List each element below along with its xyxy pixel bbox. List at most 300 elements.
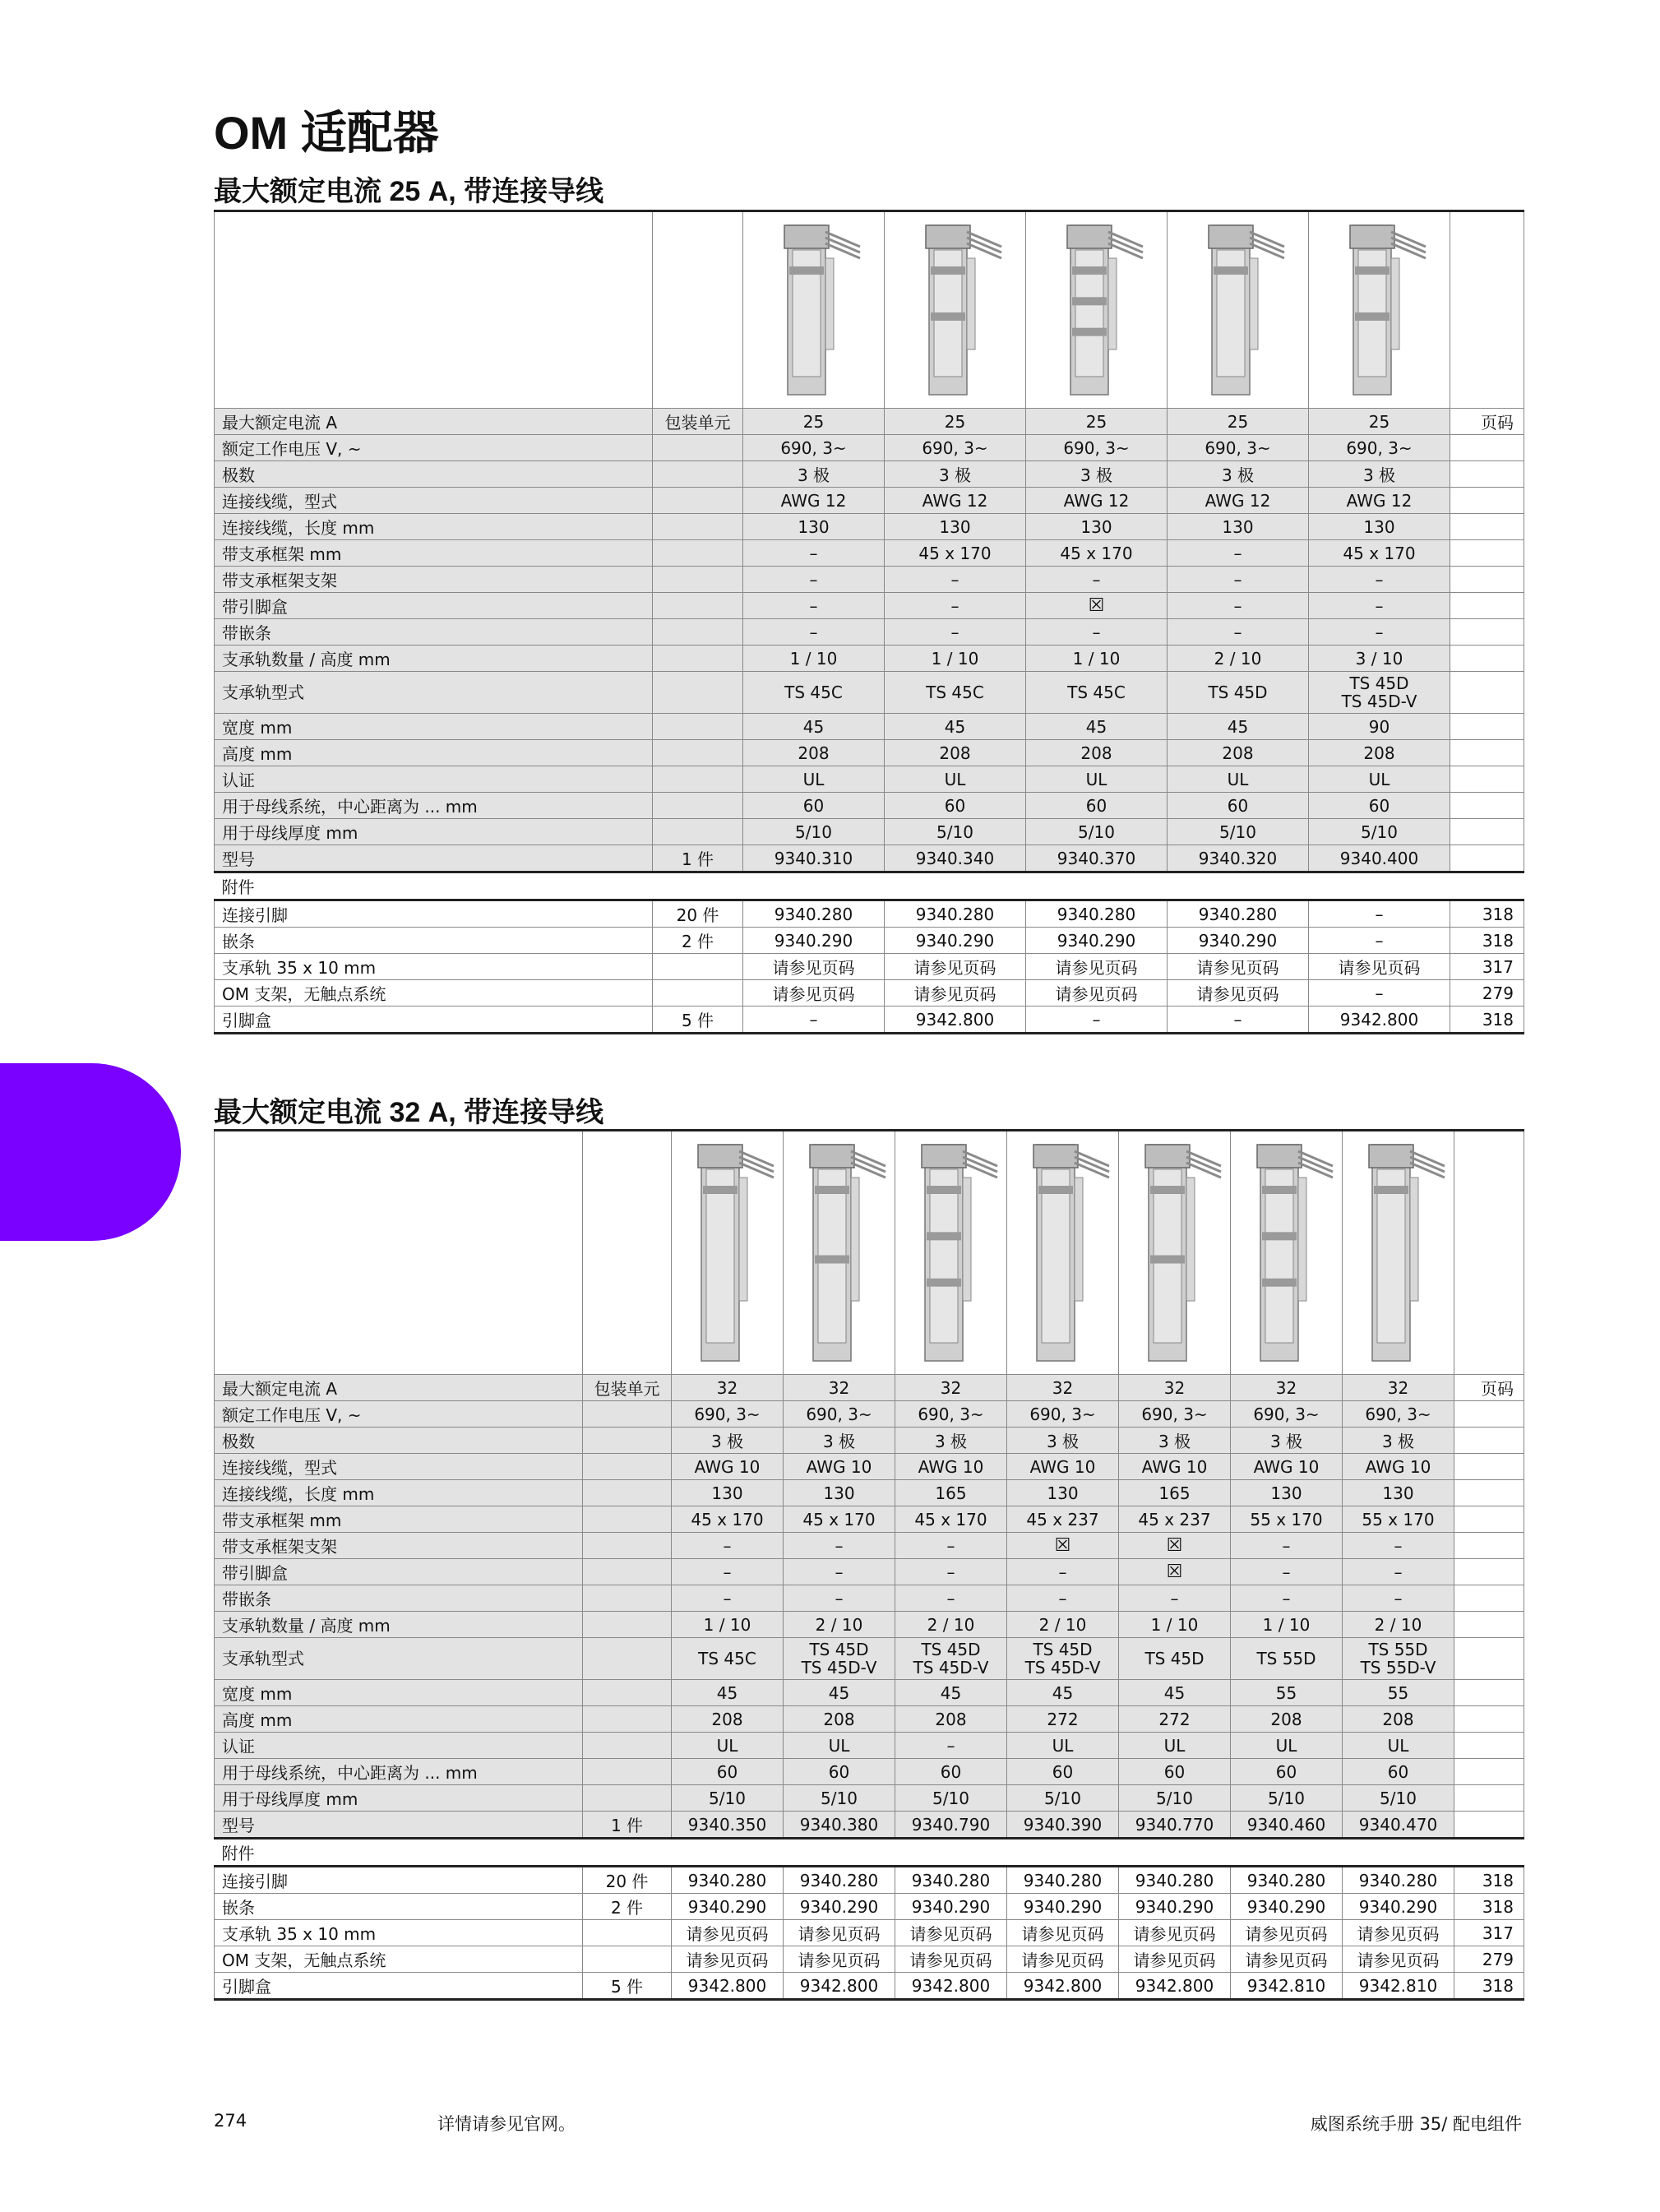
- spec-value: 45: [1007, 1680, 1119, 1706]
- spec-value: 25: [885, 409, 1026, 435]
- accessory-value: 9340.280: [1026, 900, 1168, 928]
- spec-value: 9340.470: [1343, 1812, 1454, 1839]
- spec-value: 45: [672, 1680, 784, 1706]
- pack-unit: [583, 1946, 672, 1973]
- pack-unit: [653, 740, 743, 766]
- spec-value: 690, 3~: [1168, 435, 1309, 461]
- spec-value: 3 极: [895, 1428, 1007, 1454]
- page-ref: [1454, 1428, 1524, 1454]
- spec-value: 9340.460: [1231, 1812, 1343, 1839]
- spec-label: 型号: [215, 845, 653, 872]
- spec-label: 最大额定电流 A: [215, 409, 653, 435]
- spec-value: 690, 3~: [1343, 1401, 1454, 1428]
- accessory-value: 请参见页码: [1119, 1920, 1231, 1946]
- spec-value: UL: [1119, 1733, 1231, 1759]
- page-ref: [1454, 1612, 1524, 1638]
- spec-value: UL: [885, 766, 1026, 793]
- spec-value: 32: [1119, 1375, 1231, 1401]
- spec-row: [215, 514, 1524, 540]
- spec-value: 45: [1026, 714, 1168, 740]
- accessory-label: 支承轨 35 x 10 mm: [215, 954, 653, 980]
- spec-value: –: [1231, 1559, 1343, 1585]
- accessory-value: 请参见页码: [1309, 954, 1450, 980]
- accessory-value: 9342.800: [672, 1973, 784, 2000]
- spec-value: 208: [1026, 740, 1168, 766]
- page-ref: [1450, 740, 1524, 766]
- spec-value: 25: [1168, 409, 1309, 435]
- accessory-value: 9340.290: [1026, 928, 1168, 954]
- spec-value: TS 45D: [1168, 672, 1309, 714]
- spec-value: 32: [1007, 1375, 1119, 1401]
- page-ref: [1454, 1706, 1524, 1733]
- spec-value: UL: [1026, 766, 1168, 793]
- product-image-cell: [1026, 211, 1168, 409]
- spec-value: 90: [1309, 714, 1450, 740]
- spec-value: 5/10: [1007, 1785, 1119, 1812]
- accessory-value: 9342.800: [895, 1973, 1007, 2000]
- spec-value: –: [1026, 567, 1168, 593]
- accessory-row: [215, 1920, 1524, 1946]
- pack-unit: [583, 1680, 672, 1706]
- spec-label: 额定工作电压 V, ~: [215, 1401, 583, 1428]
- spec-label: 带引脚盒: [215, 593, 653, 619]
- page-ref: [1450, 593, 1524, 619]
- page-ref: [1450, 435, 1524, 461]
- spec-value: 45: [895, 1680, 1007, 1706]
- page-ref: 317: [1454, 1920, 1524, 1946]
- spec-value: 32: [1231, 1375, 1343, 1401]
- accessory-row: [215, 1946, 1524, 1973]
- page-ref: [1454, 1638, 1524, 1680]
- pack-unit: [583, 1559, 672, 1585]
- section2-subtitle: 最大额定电流 32 A, 带连接导线: [214, 1097, 604, 1128]
- checked-box-icon: ☒: [1026, 593, 1168, 619]
- accessory-value: –: [1309, 980, 1450, 1007]
- spec-value: AWG 12: [743, 488, 885, 514]
- om-adapter-product-icon: [1126, 1138, 1224, 1367]
- page-ref: 279: [1450, 980, 1524, 1007]
- accessory-value: 请参见页码: [895, 1920, 1007, 1946]
- spec-value: 60: [1007, 1759, 1119, 1785]
- spec-value: AWG 12: [1309, 488, 1450, 514]
- spec-label: 用于母线系统，中心距离为 ... mm: [215, 1759, 583, 1785]
- spec-row: [215, 1428, 1524, 1454]
- spec-label: 额定工作电压 V, ~: [215, 435, 653, 461]
- spec-label: 支承轨数量 / 高度 mm: [215, 1612, 583, 1638]
- accessory-value: 9342.800: [784, 1973, 895, 2000]
- accessory-value: –: [1309, 900, 1450, 928]
- accessory-value: 9340.290: [1231, 1894, 1343, 1920]
- spec-value: 130: [1007, 1480, 1119, 1506]
- pack-unit: [653, 435, 743, 461]
- accessory-value: 请参见页码: [1119, 1946, 1231, 1973]
- pack-unit: [653, 540, 743, 567]
- spec-label: 连接线缆，型式: [215, 488, 653, 514]
- spec-row: [215, 1559, 1524, 1585]
- accessory-value: 9340.280: [895, 1867, 1007, 1894]
- pack-unit: [653, 766, 743, 793]
- page-ref: [1450, 766, 1524, 793]
- spec-value: 45 x 237: [1007, 1506, 1119, 1533]
- om-adapter-product-icon: [1189, 219, 1288, 401]
- pack-unit: [653, 619, 743, 646]
- spec-row: [215, 793, 1524, 819]
- spec-value: 9340.350: [672, 1812, 784, 1839]
- spec-value: TS 45D TS 45D-V: [784, 1638, 895, 1680]
- page-ref: 279: [1454, 1946, 1524, 1973]
- pack-unit: [653, 954, 743, 980]
- spec-value: –: [743, 567, 885, 593]
- spec-row: [215, 845, 1524, 872]
- pack-unit: [583, 1480, 672, 1506]
- spec-row: [215, 1733, 1524, 1759]
- spec-value: 5/10: [1168, 819, 1309, 845]
- product-image-cell: [1231, 1131, 1343, 1375]
- pack-unit: [653, 672, 743, 714]
- spec-row: [215, 1812, 1524, 1839]
- spec-row: [215, 740, 1524, 766]
- page-ref: [1450, 819, 1524, 845]
- spec-value: –: [895, 1585, 1007, 1612]
- spec-value: AWG 12: [885, 488, 1026, 514]
- spec-value: –: [1119, 1585, 1231, 1612]
- accessory-value: 请参见页码: [1007, 1920, 1119, 1946]
- spec-value: 55 x 170: [1343, 1506, 1454, 1533]
- spec-row: [215, 540, 1524, 567]
- spec-value: 3 极: [1026, 461, 1168, 488]
- spec-row: [215, 672, 1524, 714]
- page-ref: [1454, 1401, 1524, 1428]
- page-ref: [1450, 514, 1524, 540]
- spec-value: 60: [1119, 1759, 1231, 1785]
- spec-value: –: [743, 593, 885, 619]
- spec-label: 带引脚盒: [215, 1559, 583, 1585]
- pack-unit: [653, 714, 743, 740]
- accessory-value: 9342.800: [885, 1007, 1026, 1034]
- page-ref: [1454, 1533, 1524, 1559]
- spec-value: 45 x 170: [1026, 540, 1168, 567]
- spec-value: 55: [1231, 1680, 1343, 1706]
- spec-value: 32: [672, 1375, 784, 1401]
- spec-value: 2 / 10: [784, 1612, 895, 1638]
- accessory-value: 9340.280: [1119, 1867, 1231, 1894]
- page-ref: [1454, 1785, 1524, 1812]
- spec-value: 3 / 10: [1309, 646, 1450, 672]
- pack-unit: [653, 980, 743, 1007]
- spec-value: 32: [784, 1375, 895, 1401]
- pack-unit: [583, 1920, 672, 1946]
- product-image-cell: [784, 1131, 895, 1375]
- om-adapter-product-icon: [1014, 1138, 1112, 1367]
- spec-value: 3 极: [885, 461, 1026, 488]
- spec-value: 1 / 10: [1231, 1612, 1343, 1638]
- spec-value: 208: [1168, 740, 1309, 766]
- spec-value: TS 45C: [672, 1638, 784, 1680]
- spec-value: –: [743, 619, 885, 646]
- spec-row: [215, 646, 1524, 672]
- spec-value: UL: [1231, 1733, 1343, 1759]
- spec-value: 5/10: [1119, 1785, 1231, 1812]
- spec-value: 45 x 170: [885, 540, 1026, 567]
- pack-unit: 包装单元: [583, 1375, 672, 1401]
- spec-value: 690, 3~: [672, 1401, 784, 1428]
- pack-unit: [583, 1506, 672, 1533]
- pack-unit: 1 件: [583, 1812, 672, 1839]
- accessory-value: 9342.810: [1231, 1973, 1343, 2000]
- accessories-header-row: [215, 872, 1524, 900]
- accessory-value: 9340.280: [743, 900, 885, 928]
- accessory-value: 请参见页码: [1007, 1946, 1119, 1973]
- spec-value: 5/10: [885, 819, 1026, 845]
- spec-value: 165: [1119, 1480, 1231, 1506]
- spec-value: 130: [1026, 514, 1168, 540]
- spec-value: –: [1168, 540, 1309, 567]
- page-title: OM 适配器: [214, 107, 439, 159]
- accessory-value: 请参见页码: [784, 1920, 895, 1946]
- accessory-value: 9340.280: [885, 900, 1026, 928]
- image-row-label: [215, 211, 653, 409]
- spec-label: 高度 mm: [215, 740, 653, 766]
- spec-value: 208: [784, 1706, 895, 1733]
- spec-row: [215, 461, 1524, 488]
- spec-label: 带支承框架支架: [215, 1533, 583, 1559]
- product-image-cell: [1119, 1131, 1231, 1375]
- spec-value: AWG 12: [1168, 488, 1309, 514]
- pack-unit: [583, 1612, 672, 1638]
- spec-row: [215, 567, 1524, 593]
- page-ref: [1450, 714, 1524, 740]
- spec-value: 5/10: [672, 1785, 784, 1812]
- spec-value: 690, 3~: [1231, 1401, 1343, 1428]
- spec-value: 130: [1231, 1480, 1343, 1506]
- pack-unit: [583, 1785, 672, 1812]
- pack-unit: 20 件: [653, 900, 743, 928]
- spec-value: 208: [1231, 1706, 1343, 1733]
- spec-label: 用于母线系统，中心距离为 ... mm: [215, 793, 653, 819]
- product-image-cell: [1309, 211, 1450, 409]
- accessory-value: 9340.290: [885, 928, 1026, 954]
- spec-row: [215, 1612, 1524, 1638]
- accessory-value: 9340.280: [1007, 1867, 1119, 1894]
- spec-value: 1 / 10: [743, 646, 885, 672]
- spec-value: 55 x 170: [1231, 1506, 1343, 1533]
- spec-value: –: [784, 1585, 895, 1612]
- accessory-row: [215, 1007, 1524, 1034]
- spec-value: 3 极: [1119, 1428, 1231, 1454]
- spec-value: 3 极: [1168, 461, 1309, 488]
- spec-row: [215, 435, 1524, 461]
- spec-value: 32: [895, 1375, 1007, 1401]
- spec-value: 690, 3~: [1309, 435, 1450, 461]
- spec-value: –: [885, 593, 1026, 619]
- accessory-value: 请参见页码: [784, 1946, 895, 1973]
- spec-value: 60: [1231, 1759, 1343, 1785]
- spec-value: 1 / 10: [1026, 646, 1168, 672]
- spec-value: UL: [1309, 766, 1450, 793]
- spec-value: 45: [1168, 714, 1309, 740]
- checked-box-icon: ☒: [1119, 1559, 1231, 1585]
- accessory-value: 9340.290: [784, 1894, 895, 1920]
- accessory-value: 请参见页码: [672, 1920, 784, 1946]
- spec-value: TS 45C: [1026, 672, 1168, 714]
- spec-value: 690, 3~: [895, 1401, 1007, 1428]
- spec-value: –: [1026, 619, 1168, 646]
- spec-value: 690, 3~: [743, 435, 885, 461]
- accessory-value: 9342.800: [1007, 1973, 1119, 2000]
- spec-value: AWG 10: [895, 1454, 1007, 1480]
- page-ref: 页码: [1454, 1375, 1524, 1401]
- spec-label: 用于母线厚度 mm: [215, 1785, 583, 1812]
- pack-unit: 包装单元: [653, 409, 743, 435]
- spec-value: –: [1007, 1559, 1119, 1585]
- accessory-value: 请参见页码: [743, 980, 885, 1007]
- accessory-value: 请参见页码: [1168, 980, 1309, 1007]
- spec-value: –: [885, 567, 1026, 593]
- accessory-label: 支承轨 35 x 10 mm: [215, 1920, 583, 1946]
- checked-box-icon: ☒: [1119, 1533, 1231, 1559]
- accessory-value: 请参见页码: [885, 954, 1026, 980]
- spec-label: 认证: [215, 1733, 583, 1759]
- page-ref: [1450, 646, 1524, 672]
- accessory-row: [215, 928, 1524, 954]
- accessory-value: 9340.280: [1343, 1867, 1454, 1894]
- section1-subtitle: 最大额定电流 25 A, 带连接导线: [214, 176, 604, 207]
- spec-value: TS 45D TS 45D-V: [1007, 1638, 1119, 1680]
- spec-label: 用于母线厚度 mm: [215, 819, 653, 845]
- spec-value: 208: [1343, 1706, 1454, 1733]
- spec-value: 45: [784, 1680, 895, 1706]
- spec-value: 60: [784, 1759, 895, 1785]
- page-ref: [1450, 488, 1524, 514]
- image-row-page: [1450, 211, 1524, 409]
- pack-unit: [583, 1454, 672, 1480]
- accessory-row: [215, 1867, 1524, 1894]
- spec-row: [215, 1506, 1524, 1533]
- spec-value: 690, 3~: [1007, 1401, 1119, 1428]
- page-ref: [1454, 1480, 1524, 1506]
- spec-value: 60: [1309, 793, 1450, 819]
- page-ref: [1450, 845, 1524, 872]
- accessories-header: 附件: [215, 1839, 1524, 1867]
- page-ref: [1450, 461, 1524, 488]
- image-row-pack: [583, 1131, 672, 1375]
- accessory-label: 引脚盒: [215, 1973, 583, 2000]
- footer-page-number: 274: [214, 2111, 247, 2131]
- accessory-value: 9342.810: [1343, 1973, 1454, 2000]
- pack-unit: [583, 1759, 672, 1785]
- spec-value: 5/10: [1231, 1785, 1343, 1812]
- spec-value: AWG 10: [672, 1454, 784, 1480]
- spec-value: 2 / 10: [895, 1612, 1007, 1638]
- spec-value: TS 45D: [1119, 1638, 1231, 1680]
- spec-value: –: [672, 1533, 784, 1559]
- page-ref: [1454, 1759, 1524, 1785]
- spec-value: AWG 10: [1231, 1454, 1343, 1480]
- accessory-value: 9340.290: [672, 1894, 784, 1920]
- spec-value: TS 55D TS 55D-V: [1343, 1638, 1454, 1680]
- pack-unit: 5 件: [653, 1007, 743, 1034]
- spec-value: 3 极: [784, 1428, 895, 1454]
- product-image-cell: [743, 211, 885, 409]
- accessory-value: 9340.290: [895, 1894, 1007, 1920]
- accessory-value: 请参见页码: [1026, 954, 1168, 980]
- pack-unit: [653, 488, 743, 514]
- spec-value: 45: [885, 714, 1026, 740]
- page-ref: 318: [1450, 900, 1524, 928]
- accessory-value: –: [1026, 1007, 1168, 1034]
- spec-value: –: [1309, 567, 1450, 593]
- accessory-value: 9340.290: [1343, 1894, 1454, 1920]
- accessory-value: –: [743, 1007, 885, 1034]
- page-ref: 318: [1454, 1973, 1524, 2000]
- spec-row: [215, 1401, 1524, 1428]
- spec-value: –: [743, 540, 885, 567]
- spec-value: 208: [743, 740, 885, 766]
- spec-label: 极数: [215, 461, 653, 488]
- pack-unit: [583, 1585, 672, 1612]
- spec-value: 5/10: [743, 819, 885, 845]
- spec-value: 130: [743, 514, 885, 540]
- spec-value: 25: [1309, 409, 1450, 435]
- spec-value: –: [895, 1733, 1007, 1759]
- spec-value: TS 45D TS 45D-V: [1309, 672, 1450, 714]
- spec-value: UL: [743, 766, 885, 793]
- spec-value: 9340.310: [743, 845, 885, 872]
- pack-unit: [653, 461, 743, 488]
- spec-value: 2 / 10: [1007, 1612, 1119, 1638]
- om-adapter-product-icon: [1047, 219, 1146, 401]
- page-ref: [1454, 1812, 1524, 1839]
- spec-value: 45: [743, 714, 885, 740]
- spec-value: UL: [1343, 1733, 1454, 1759]
- accessory-value: 请参见页码: [1168, 954, 1309, 980]
- spec-label: 高度 mm: [215, 1706, 583, 1733]
- accessory-row: [215, 954, 1524, 980]
- spec-value: 1 / 10: [672, 1612, 784, 1638]
- accessory-value: 请参见页码: [1343, 1920, 1454, 1946]
- pack-unit: [583, 1428, 672, 1454]
- spec-row: [215, 1638, 1524, 1680]
- spec-value: UL: [1007, 1733, 1119, 1759]
- spec-value: 55: [1343, 1680, 1454, 1706]
- product-image-cell: [1168, 211, 1309, 409]
- spec-label: 宽度 mm: [215, 714, 653, 740]
- spec-row: [215, 1759, 1524, 1785]
- page-ref: [1450, 540, 1524, 567]
- spec-label: 最大额定电流 A: [215, 1375, 583, 1401]
- spec-value: –: [1309, 619, 1450, 646]
- spec-value: UL: [1168, 766, 1309, 793]
- spec-value: 690, 3~: [1026, 435, 1168, 461]
- footer-note: 详情请参见官网。: [437, 2114, 576, 2134]
- spec-value: –: [1343, 1585, 1454, 1612]
- spec-value: 3 极: [1309, 461, 1450, 488]
- accessory-value: 9340.290: [1168, 928, 1309, 954]
- spec-value: –: [672, 1559, 784, 1585]
- spec-value: 3 极: [1231, 1428, 1343, 1454]
- spec-value: 9340.770: [1119, 1812, 1231, 1839]
- spec-label: 连接线缆，型式: [215, 1454, 583, 1480]
- accessory-value: 请参见页码: [1231, 1920, 1343, 1946]
- spec-value: AWG 12: [1026, 488, 1168, 514]
- spec-value: 9340.340: [885, 845, 1026, 872]
- spec-row: [215, 1480, 1524, 1506]
- pack-unit: [583, 1706, 672, 1733]
- spec-value: 2 / 10: [1168, 646, 1309, 672]
- spec-table-25a: [214, 210, 1524, 1034]
- spec-value: 45 x 170: [895, 1506, 1007, 1533]
- pack-unit: [653, 819, 743, 845]
